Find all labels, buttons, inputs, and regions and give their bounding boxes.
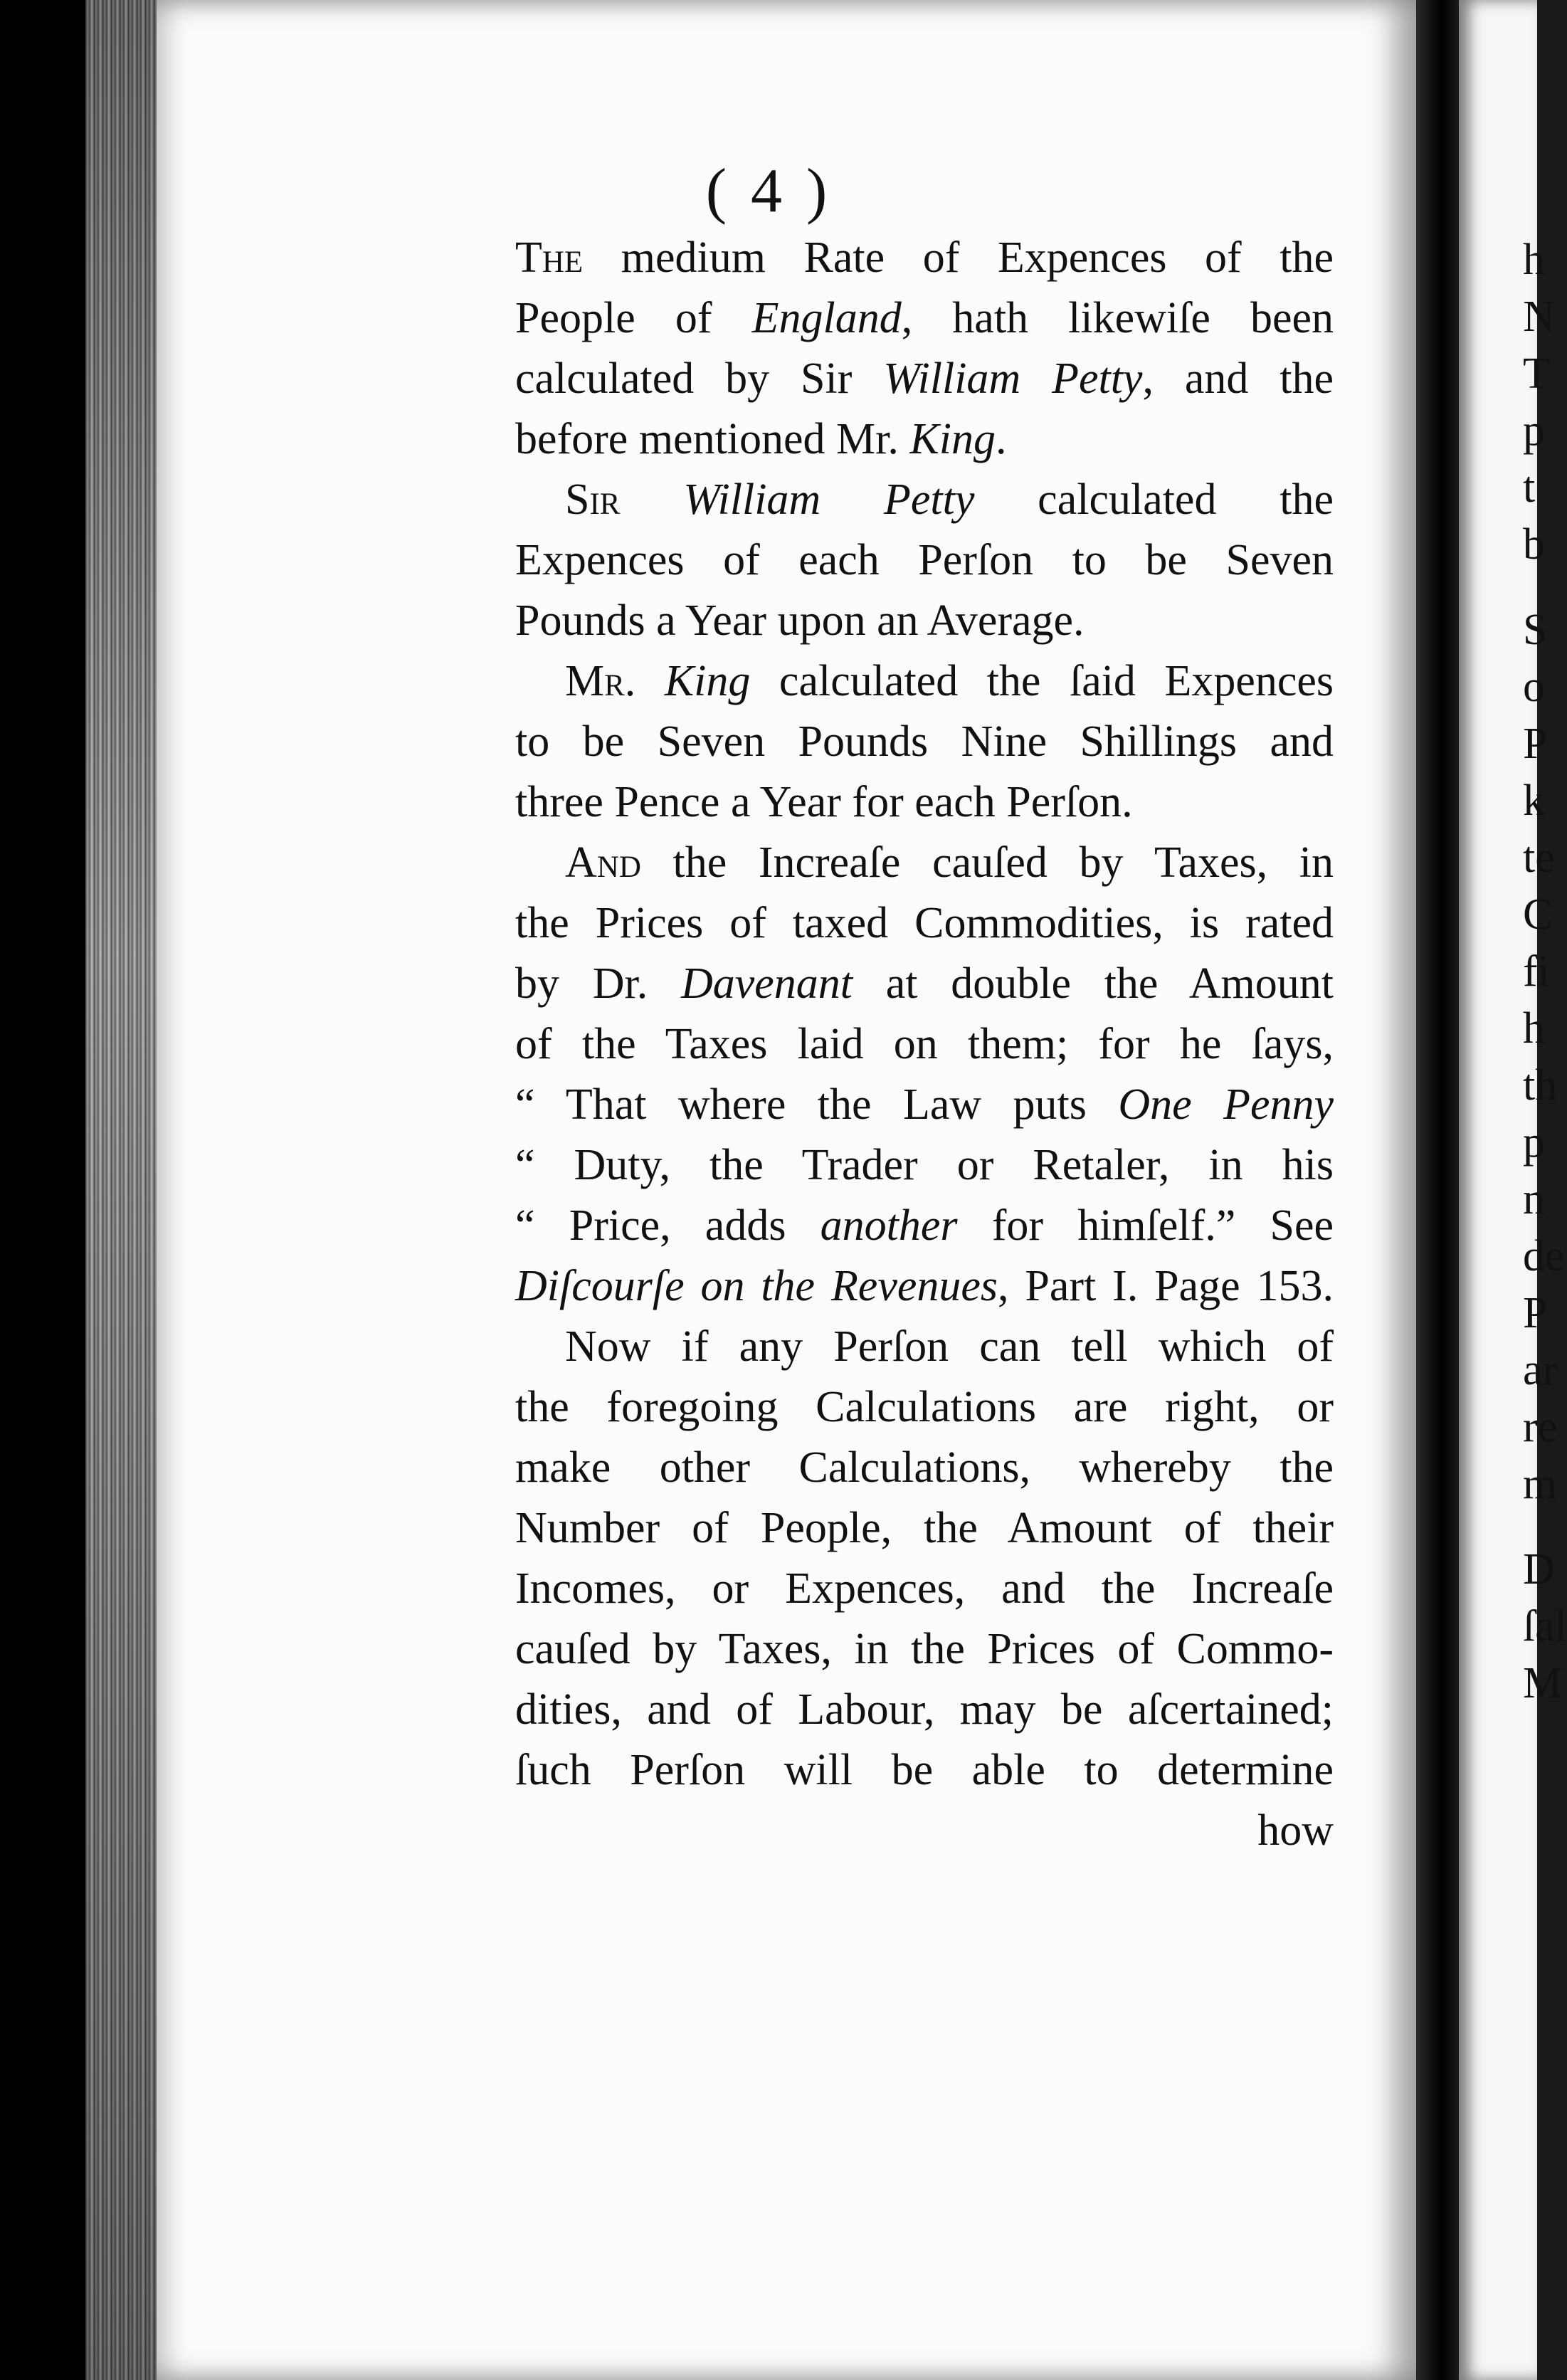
facing-page-fragment: h — [1523, 1004, 1545, 1053]
text-line: “ That where the Law puts One Penny — [515, 1080, 1334, 1129]
facing-page-fragment: P — [1523, 1289, 1548, 1337]
text-line: Diſcourſe on the Revenues, Part I. Page 153. — [515, 1262, 1334, 1310]
text-line: the Prices of taxed Commodities, is rated — [515, 899, 1334, 947]
facing-page-fragment: M — [1523, 1659, 1563, 1707]
facing-page-fragment: ar — [1523, 1346, 1558, 1394]
facing-page-fragment: T — [1523, 349, 1550, 398]
facing-page-fragment: p — [1523, 1118, 1545, 1167]
text-line: cauſed by Taxes, in the Prices of Commo- — [515, 1625, 1334, 1673]
text-line: make other Calculations, whereby the — [515, 1443, 1334, 1492]
page-number: ( 4 ) — [705, 157, 832, 226]
text-line: Number of People, the Amount of their — [515, 1504, 1334, 1552]
page-edges — [85, 0, 157, 2380]
text-line: calculated by Sir William Petty, and the — [515, 354, 1334, 403]
facing-page-fragment: re — [1523, 1403, 1558, 1451]
text-line: the foregoing Calculations are right, or — [515, 1383, 1334, 1431]
text-line: Incomes, or Expences, and the Increaſe — [515, 1564, 1334, 1613]
text-line: Mr. King calculated the ſaid Expences — [565, 657, 1334, 705]
facing-page-fragment: h — [1523, 236, 1545, 284]
facing-page-fragment: k — [1523, 776, 1545, 825]
facing-page-fragment: P — [1523, 720, 1548, 768]
facing-page-fragment: ſal — [1523, 1602, 1567, 1650]
facing-page-fragment: fi — [1523, 947, 1550, 996]
text-line: before mentioned Mr. King. — [515, 415, 1007, 463]
book-gutter — [1416, 0, 1459, 2380]
facing-page-fragment: m — [1523, 1460, 1558, 1508]
text-line: “ Price, adds another for himſelf.” See — [515, 1201, 1334, 1250]
text-line: The medium Rate of Expences of the — [515, 233, 1334, 282]
text-line: to be Seven Pounds Nine Shillings and — [515, 717, 1334, 766]
text-line: Pounds a Year upon an Average. — [515, 596, 1085, 645]
text-line: Sir William Petty calculated the — [565, 475, 1334, 524]
facing-page-fragment: b — [1523, 520, 1545, 569]
text-line: ſuch Perſon will be able to determine — [515, 1746, 1334, 1794]
body-text — [515, 228, 1334, 1861]
text-line: dities, and of Labour, may be aſcertained; — [515, 1685, 1334, 1734]
facing-page-fragment: C — [1523, 890, 1553, 939]
text-line: And the Increaſe cauſed by Taxes, in — [565, 838, 1334, 887]
text-line: by Dr. Davenant at double the Amount — [515, 959, 1334, 1008]
facing-page-fragment: S — [1523, 606, 1548, 654]
text-line: Now if any Perſon can tell which of — [565, 1322, 1334, 1371]
catchword: how — [1257, 1806, 1334, 1855]
facing-page-fragment: de — [1523, 1232, 1565, 1280]
scan-left-margin — [0, 0, 85, 2380]
facing-page-fragment: N — [1523, 293, 1555, 341]
facing-page-fragment: te — [1523, 833, 1555, 882]
facing-page-fragment: th — [1523, 1061, 1558, 1110]
text-line: People of England, hath likewiſe been — [515, 294, 1334, 342]
text-line: three Pence a Year for each Perſon. — [515, 778, 1133, 826]
text-line: “ Duty, the Trader or Retaler, in his — [515, 1141, 1334, 1189]
facing-page-fragment: p — [1523, 406, 1545, 455]
facing-page-fragment: t — [1523, 463, 1536, 512]
text-line: of the Taxes laid on them; for he ſays, — [515, 1020, 1334, 1068]
facing-page-fragment: n — [1523, 1175, 1545, 1223]
facing-page-fragment: o — [1523, 663, 1545, 711]
text-line: Expences of each Perſon to be Seven — [515, 536, 1334, 584]
facing-page-fragment: D — [1523, 1545, 1555, 1594]
